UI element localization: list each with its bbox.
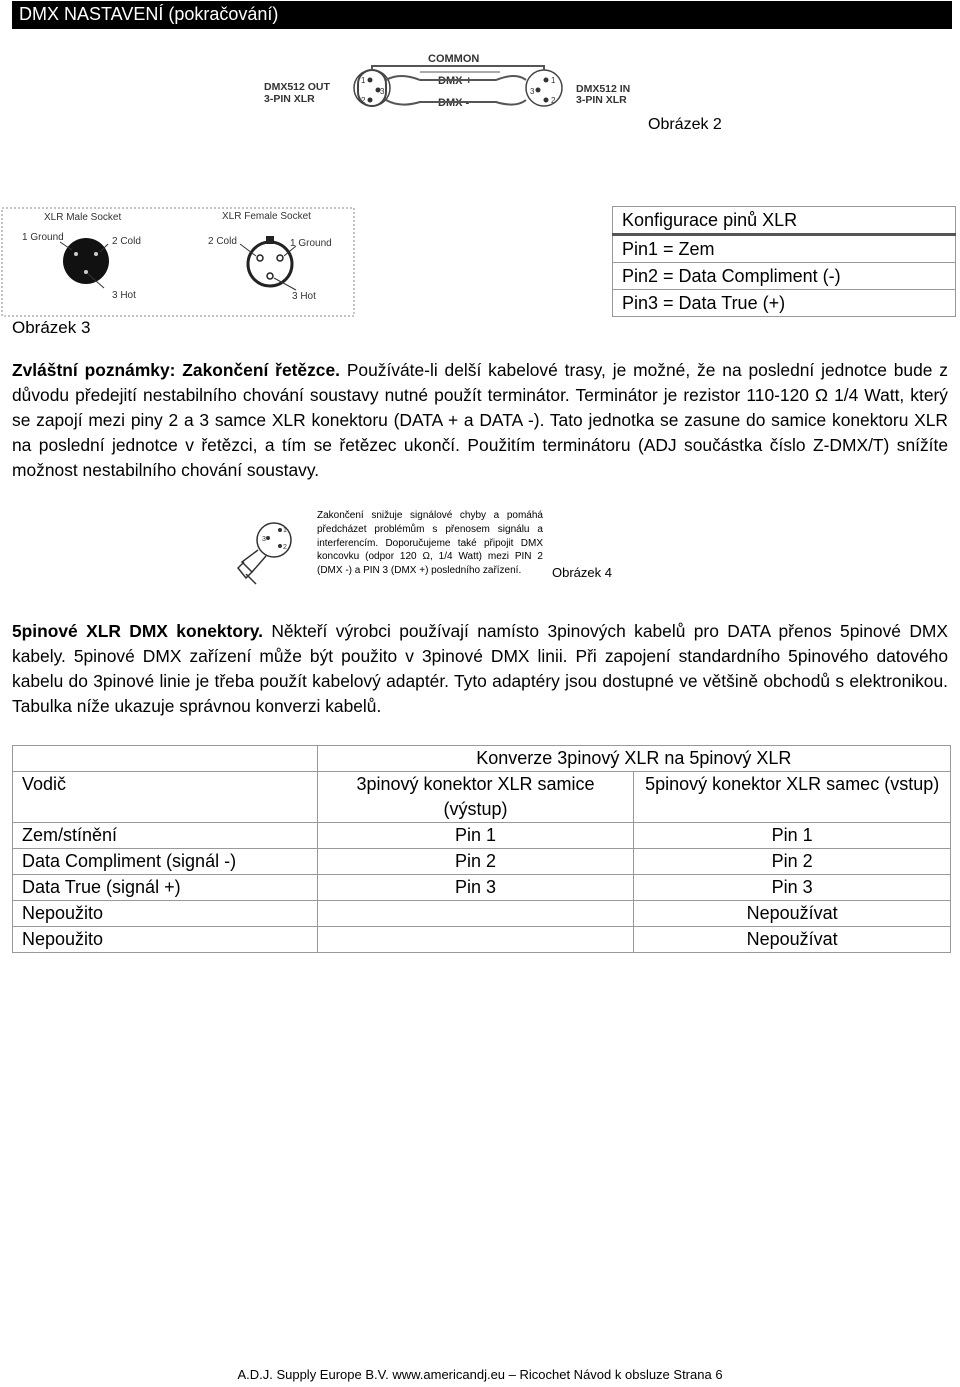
termination-text: Používáte-li delší kabelové trasy, je možné, že na poslední jednotce bude z důvodu předejití nestabilního chování soustavy nutné použít terminátor. Terminátor je rezistor 110-120 Ω 1/4 Watt, který se zapojí mezi piny 2 a 3 samce XLR konektoru (DATA + a DATA -). Tato jednotka se zasune do samice konektoru XLR na poslední jednotce v řetězci, a tím se řetězec ukončí. Použitím terminátoru (ADJ součástka číslo Z-DMX/T) snížíte možnost nestabilního chování soustavy. bbox=[12, 360, 948, 480]
col-header-5pin: 5pinový konektor XLR samec (vstup) bbox=[634, 772, 951, 823]
svg-text:1: 1 bbox=[361, 76, 366, 85]
page-footer: A.D.J. Supply Europe B.V. www.americandj.eu – Ricochet Návod k obsluze Strana 6 bbox=[237, 1367, 723, 1382]
dmx-plus-label: DMX + bbox=[438, 75, 472, 87]
svg-text:3: 3 bbox=[262, 536, 266, 543]
five-pin-lead: 5pinové XLR DMX konektory. bbox=[12, 621, 263, 641]
terminator-plug-icon bbox=[236, 512, 298, 588]
xlr-config-row: Pin2 = Data Compliment (-) bbox=[613, 263, 956, 290]
xlr-pin-config-table bbox=[612, 206, 956, 317]
svg-text:2: 2 bbox=[361, 96, 366, 105]
svg-text:2: 2 bbox=[283, 544, 287, 551]
dmx-wiring-diagram bbox=[260, 50, 644, 112]
termination-note: Zakončení snižuje signálové chyby a pomáhá předcházet problémům s přenosem signálu a interferencím. Doporučujeme také připojit DMX koncovku (odpor 120 Ω, 1/4 Watt) mezi PIN 2 (DMX -) a PIN 3 (DMX +) posledního zařízení. bbox=[317, 510, 543, 577]
male-cold-label: 2 Cold bbox=[112, 236, 141, 247]
female-hot-label: 3 Hot bbox=[292, 291, 316, 302]
five-pin-paragraph bbox=[12, 619, 948, 719]
svg-text:2: 2 bbox=[551, 96, 556, 105]
xlr-female-icon bbox=[240, 236, 296, 290]
xlr-config-row: Pin3 = Data True (+) bbox=[613, 290, 956, 317]
svg-text:1: 1 bbox=[551, 76, 556, 85]
common-label: COMMON bbox=[428, 53, 480, 65]
xlr-socket-diagram bbox=[0, 206, 358, 318]
female-ground-label: 1 Ground bbox=[290, 238, 332, 249]
conversion-title: Konverze 3pinový XLR na 5pinový XLR bbox=[317, 746, 950, 772]
svg-text:1: 1 bbox=[283, 527, 287, 534]
table-row: Data True (signál +) Pin 3 Pin 3 bbox=[13, 875, 951, 901]
table-row: Nepoužito Nepoužívat bbox=[13, 901, 951, 927]
female-cold-label: 2 Cold bbox=[208, 236, 237, 247]
table-row: Zem/stínění Pin 1 Pin 1 bbox=[13, 823, 951, 849]
termination-paragraph bbox=[12, 358, 948, 483]
xlr-out-connector bbox=[354, 70, 390, 106]
svg-text:3: 3 bbox=[380, 87, 385, 96]
col-header-conductor: Vodič bbox=[13, 772, 318, 823]
figure4-caption: Obrázek 4 bbox=[552, 565, 612, 580]
male-socket-title: XLR Male Socket bbox=[44, 212, 122, 223]
conversion-table bbox=[12, 745, 951, 953]
female-socket-title: XLR Female Socket bbox=[222, 211, 311, 222]
dmx-in-type: 3-PIN XLR bbox=[576, 94, 627, 106]
section-title: DMX NASTAVENÍ (pokračování) bbox=[19, 4, 279, 24]
dmx-out-type: 3-PIN XLR bbox=[264, 93, 315, 105]
figure3-caption: Obrázek 3 bbox=[12, 318, 91, 337]
col-header-3pin: 3pinový konektor XLR samice (výstup) bbox=[317, 772, 634, 823]
five-pin-text: Někteří výrobci používají namísto 3pinových kabelů pro DATA přenos 5pinové DMX kabely. 5pinové DMX zařízení může být použito v 3pinové DMX linii. Při zapojení standardního 5pinového datového kabelu do 3pinové linie je třeba použít kabelový adaptér. Tyto adaptéry jsou dostupné ve většině obchodů s elektronikou. Tabulka níže ukazuje správnou konverzi kabelů. bbox=[12, 621, 948, 716]
dmx-out-label: DMX512 OUT bbox=[264, 81, 330, 93]
table-row: Data Compliment (signál -) Pin 2 Pin 2 bbox=[13, 849, 951, 875]
dmx-minus-label: DMX - bbox=[438, 97, 470, 109]
xlr-config-row: Pin1 = Zem bbox=[613, 235, 956, 263]
termination-lead: Zvláštní poznámky: Zakončení řetězce. bbox=[12, 360, 340, 380]
xlr-male-icon bbox=[60, 238, 109, 288]
male-ground-label: 1 Ground bbox=[22, 232, 64, 243]
figure2-caption: Obrázek 2 bbox=[648, 116, 722, 133]
table-row: Nepoužito Nepoužívat bbox=[13, 927, 951, 953]
xlr-in-connector bbox=[526, 70, 562, 106]
svg-text:3: 3 bbox=[530, 87, 535, 96]
male-hot-label: 3 Hot bbox=[112, 290, 136, 301]
section-header bbox=[12, 1, 952, 29]
xlr-config-header: Konfigurace pinů XLR bbox=[613, 207, 956, 235]
dmx-in-label: DMX512 IN bbox=[576, 83, 631, 95]
